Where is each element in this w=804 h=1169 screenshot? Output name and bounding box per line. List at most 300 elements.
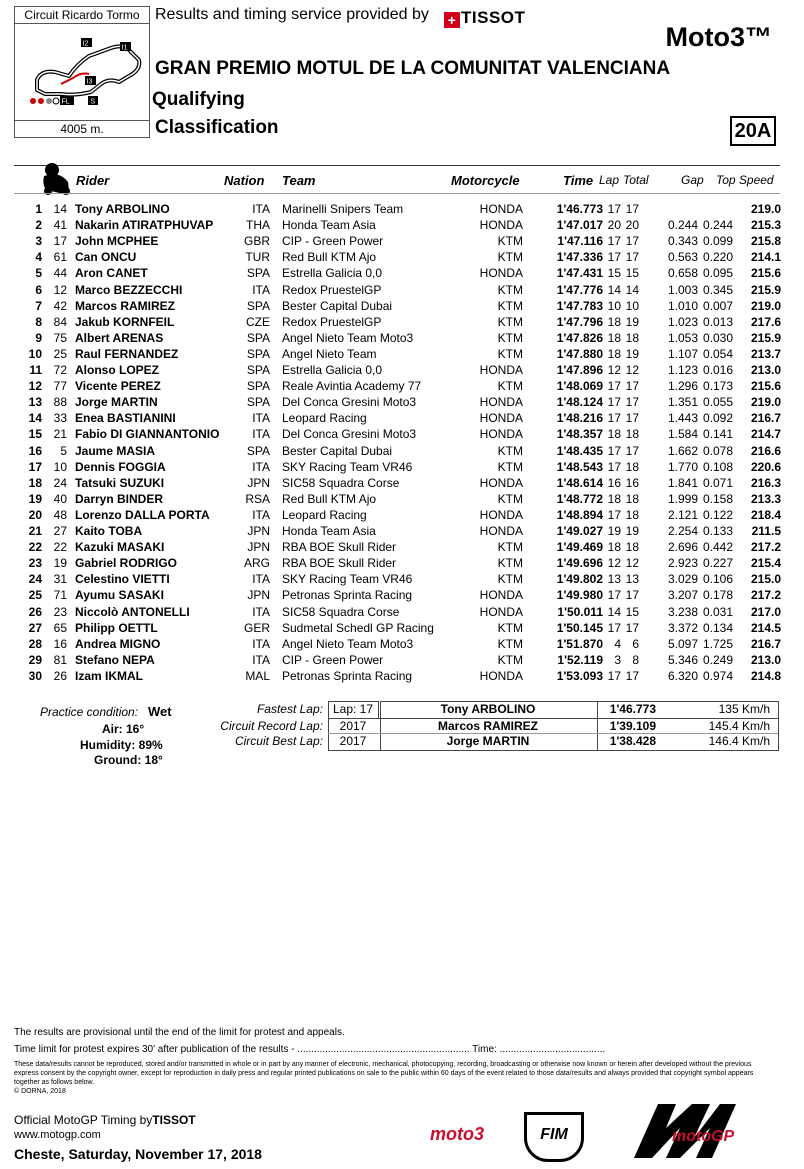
record-col1: 2017 [339,719,367,733]
cell-lap: 17 [607,588,621,603]
cell-nat: JPN [247,540,270,555]
cell-moto: KTM [497,346,523,361]
cell-team: Honda Team Asia [282,524,376,538]
cell-nat: JPN [247,524,270,538]
table-row [0,491,804,507]
cell-lap: 17 [607,620,621,635]
cell-team: Honda Team Asia [282,218,376,233]
cell-gap: 2.923 [667,556,698,571]
cell-gap: 1.053 [667,330,698,345]
cell-gap: 1.010 [667,298,698,313]
cell-pos: 17 [28,459,42,474]
cell-gap: 2.254 [667,524,698,538]
table-row [0,426,804,442]
cell-time: 1'48.894 [556,507,603,522]
table-row [0,298,804,314]
cell-tot: 13 [625,572,639,587]
table-row [0,523,804,539]
copyright-notice: These data/results cannot be reproduced, stored and/or transmitted in whole or in part by any manner of electronic, mechanical, photocopying, recording, broadcasting or otherwise now known or herein after developed without the previous express consent by the copyright owner, except for reproduction in daily press and regular printed publications on sale to the public within 60 days of the event related to those data/results and always provided that copyright symbol appears together as follows below. [14,1061,754,1086]
cell-rider: Celestino VIETTI [75,572,170,587]
cell-nat: ITA [252,202,270,216]
cell-lap: 12 [607,363,621,377]
cell-rider: Dennis FOGGIA [75,459,166,474]
provisional-notice: The results are provisional until the end of the limit for protest and appeals. [14,1027,345,1038]
place-and-date: Cheste, Saturday, November 17, 2018 [14,1146,262,1162]
cell-tot: 18 [625,330,639,345]
cell-time: 1'48.772 [556,491,603,506]
cell-tot: 19 [625,314,639,329]
cell-num: 72 [53,363,67,377]
map-label-fl: FL [61,98,70,106]
table-row [0,282,804,298]
column-header-nation: Nation [224,173,265,188]
cell-num: 5 [60,443,67,458]
cell-rider: Enea BASTIANINI [75,411,176,426]
cell-diff: 0.106 [702,572,733,587]
cell-nat: JPN [247,588,270,603]
column-header-time: Time [563,173,594,188]
cell-num: 71 [53,588,67,603]
cell-gap: 0.244 [667,218,698,233]
cell-tot: 17 [625,668,639,683]
cell-diff: 1.725 [702,636,733,651]
cell-moto: KTM [497,572,523,587]
table-row [0,378,804,394]
cell-moto: HONDA [479,427,523,442]
record-rider: Jorge MARTIN [446,734,530,748]
cell-time: 1'51.870 [556,636,603,651]
table-row [0,265,804,281]
record-label: Circuit Record Lap: [220,719,323,733]
cell-num: 44 [53,266,67,281]
cell-nat: SPA [246,298,270,313]
table-row [0,604,804,620]
circuit-map-icon [15,24,149,120]
circuit-name: Circuit Ricardo Tormo [14,6,150,24]
cell-time: 1'48.614 [556,475,603,490]
cell-pos: 27 [28,620,42,635]
cell-tot: 18 [625,427,639,442]
cell-lap: 15 [607,266,621,281]
cell-moto: HONDA [479,411,523,426]
cell-diff: 0.133 [702,524,733,538]
cell-moto: KTM [497,298,523,313]
rider-helmet-icon [38,160,72,201]
cell-team: Estrella Galicia 0,0 [282,363,383,377]
cell-time: 1'47.880 [556,346,603,361]
cell-nat: GBR [243,234,270,249]
column-header-team: Team [282,173,316,188]
cell-num: 42 [53,298,67,313]
dorna-copyright: © DORNA, 2018 [14,1088,66,1095]
table-row [0,636,804,652]
table-row [0,459,804,475]
record-rider: Marcos RAMIREZ [437,719,538,733]
cell-pos: 1 [35,202,42,216]
cell-spd: 215.6 [750,379,781,394]
cell-team: Red Bull KTM Ajo [282,250,377,265]
cell-rider: Stefano NEPA [75,652,155,667]
cell-nat: ARG [243,556,270,571]
protest-notice: Time limit for protest expires 30' after publication of the results - .............................................................. Time: ...................................... [14,1044,606,1055]
cell-num: 81 [53,652,67,667]
cell-pos: 9 [35,330,42,345]
cell-diff: 0.158 [702,491,733,506]
cell-time: 1'49.027 [556,524,603,538]
cell-team: Red Bull KTM Ajo [282,491,377,506]
cell-num: 40 [53,491,67,506]
cell-nat: ITA [252,282,270,297]
cell-num: 24 [53,475,67,490]
cell-pos: 19 [28,491,42,506]
cell-nat: JPN [247,475,270,490]
table-row [0,362,804,378]
cell-time: 1'49.802 [556,572,603,587]
cell-rider: Vicente PEREZ [75,379,161,394]
cell-team: CIP - Green Power [282,652,384,667]
cell-team: Reale Avintia Academy 77 [282,379,422,394]
cell-rider: Tony ARBOLINO [75,202,170,216]
cell-gap: 3.238 [667,604,698,619]
cell-gap: 1.662 [667,443,698,458]
cell-rider: Marcos RAMIREZ [75,298,176,313]
cell-pos: 26 [28,604,42,619]
cell-tot: 18 [625,459,639,474]
cell-tot: 12 [625,363,639,377]
cell-rider: Aron CANET [75,266,148,281]
cell-moto: HONDA [479,588,523,603]
cell-time: 1'50.011 [557,604,603,619]
cell-rider: Jakub KORNFEIL [75,314,175,329]
cell-diff: 0.244 [702,218,733,233]
cell-team: Leopard Racing [282,411,367,426]
cell-diff: 0.055 [702,395,733,410]
cell-rider: Alonso LOPEZ [75,363,159,377]
cell-lap: 17 [607,395,621,410]
cell-rider: Lorenzo DALLA PORTA [75,507,210,522]
column-header-rider: Rider [76,173,110,188]
cell-moto: HONDA [479,218,523,233]
cell-rider: Darryn BINDER [75,491,164,506]
official-timing [14,1113,196,1127]
cell-lap: 17 [607,202,621,216]
table-row [0,201,804,217]
cell-num: 41 [53,218,67,233]
cell-num: 14 [53,202,67,216]
cell-team: Petronas Sprinta Racing [282,588,413,603]
cell-lap: 13 [607,572,621,587]
cell-diff: 0.249 [702,652,733,667]
cell-spd: 215.0 [750,572,781,587]
cell-lap: 17 [607,443,621,458]
cell-diff: 0.141 [702,427,733,442]
cell-lap: 10 [607,298,621,313]
cell-moto: HONDA [479,363,523,377]
cell-moto: KTM [497,314,523,329]
cell-gap: 0.563 [667,250,698,265]
cell-moto: KTM [497,636,523,651]
cell-time: 1'47.776 [556,282,603,297]
cell-team: SKY Racing Team VR46 [282,459,413,474]
cell-tot: 19 [625,346,639,361]
table-row [0,217,804,233]
cell-tot: 14 [625,282,639,297]
cell-lap: 14 [607,282,621,297]
cell-rider: Albert ARENAS [75,330,164,345]
cell-spd: 216.7 [750,636,781,651]
cell-lap: 17 [607,459,621,474]
cell-gap: 6.320 [667,668,698,683]
cell-num: 21 [53,427,67,442]
cell-num: 48 [53,507,67,522]
cell-spd: 211.5 [751,524,781,538]
cell-rider: Jorge MARTIN [75,395,158,410]
moto3-logo: moto3 [430,1124,484,1144]
cell-nat: CZE [246,314,270,329]
record-speed: 146.4 Km/h [708,734,770,748]
cell-time: 1'47.017 [556,218,603,233]
table-row [0,587,804,603]
cell-spd: 213.0 [750,363,781,377]
cell-pos: 11 [29,363,42,377]
cell-pos: 18 [28,475,42,490]
cell-nat: ITA [252,636,270,651]
cell-nat: SPA [246,395,270,410]
cell-spd: 214.5 [750,620,781,635]
tissot-logo [444,8,525,28]
cell-team: Marinelli Snipers Team [282,202,404,216]
cell-spd: 213.0 [750,652,781,667]
cell-rider: Ayumu SASAKI [75,588,164,603]
cell-num: 22 [53,540,67,555]
cell-team: SIC58 Squadra Corse [282,604,400,619]
cell-nat: SPA [246,330,270,345]
cell-time: 1'52.119 [557,652,603,667]
cell-time: 1'53.093 [556,668,603,683]
cell-team: Leopard Racing [282,507,367,522]
record-col1: 2017 [339,734,367,748]
cell-nat: SPA [246,346,270,361]
cell-spd: 214.7 [750,427,781,442]
cell-rider: Niccolò ANTONELLI [75,604,190,619]
cell-team: Sudmetal Schedl GP Racing [282,620,434,635]
cell-pos: 8 [35,314,42,329]
cell-lap: 18 [607,314,621,329]
cell-time: 1'48.435 [556,443,603,458]
cell-moto: HONDA [479,475,523,490]
cell-lap: 17 [607,234,621,249]
cell-nat: ITA [252,427,270,442]
cell-team: RBA BOE Skull Rider [282,540,397,555]
cell-lap: 18 [607,540,621,555]
cell-team: Del Conca Gresini Moto3 [282,395,417,410]
cell-team: Petronas Sprinta Racing [282,668,413,683]
cell-lap: 17 [607,411,621,426]
cell-nat: ITA [252,459,270,474]
cell-lap: 16 [607,475,621,490]
cell-tot: 17 [625,620,639,635]
cell-tot: 8 [632,652,639,667]
cell-nat: SPA [246,443,270,458]
cell-spd: 213.7 [750,346,781,361]
cell-rider: Fabio DI GIANNANTONIO [75,427,220,442]
table-row [0,249,804,265]
cell-gap: 1.003 [667,282,698,297]
column-header-total: Total [623,173,649,187]
cell-rider: Tatsuki SUZUKI [75,475,165,490]
table-row [0,314,804,330]
column-header-motorcycle: Motorcycle [451,173,520,188]
document-type: Classification [155,117,279,138]
cell-diff: 0.178 [702,588,733,603]
cell-diff: 0.007 [702,298,733,313]
cell-time: 1'47.336 [556,250,603,265]
cell-rider: Gabriel RODRIGO [75,556,178,571]
practice-condition-label: Practice condition: [40,705,139,719]
cell-team: Bester Capital Dubai [282,443,393,458]
ground-temperature: Ground: 18° [94,753,163,767]
cell-num: 12 [53,282,67,297]
cell-num: 19 [53,556,67,571]
cell-rider: Andrea MIGNO [75,636,161,651]
cell-time: 1'48.216 [556,411,603,426]
cell-num: 33 [53,411,67,426]
cell-time: 1'48.124 [556,395,603,410]
cell-pos: 25 [28,588,42,603]
cell-gap: 2.121 [667,507,698,522]
cell-num: 84 [53,314,67,329]
cell-lap: 20 [607,218,621,233]
cell-num: 23 [53,604,67,619]
cell-team: Del Conca Gresini Moto3 [282,427,417,442]
record-label: Circuit Best Lap: [234,734,323,748]
cell-spd: 217.2 [750,540,781,555]
cell-gap: 3.029 [667,572,698,587]
cell-diff: 0.030 [702,330,733,345]
cell-pos: 13 [28,395,42,410]
cell-lap: 18 [607,491,621,506]
record-speed: 145.4 Km/h [708,719,770,733]
cell-moto: HONDA [479,395,523,410]
cell-num: 10 [53,459,67,474]
cell-nat: GER [243,620,270,635]
cell-diff: 0.071 [702,475,733,490]
circuit-map [14,23,150,121]
cell-time: 1'47.431 [556,266,603,281]
cell-tot: 18 [625,540,639,555]
cell-moto: KTM [497,652,523,667]
cell-tot: 20 [625,218,639,233]
cell-num: 65 [53,620,67,635]
cell-rider: Kazuki MASAKI [75,540,165,555]
cell-pos: 7 [35,298,42,313]
cell-moto: HONDA [479,507,523,522]
cell-pos: 12 [28,379,42,394]
cell-team: Angel Nieto Team Moto3 [282,330,414,345]
cell-tot: 6 [632,636,639,651]
cell-spd: 215.8 [750,234,781,249]
cell-time: 1'47.826 [556,330,603,345]
cell-moto: KTM [497,234,523,249]
cell-team: Redox PruestelGP [282,314,382,329]
cell-gap: 3.207 [667,588,698,603]
column-header-top-speed: Top Speed [716,173,774,187]
cell-pos: 5 [35,266,42,281]
cell-moto: HONDA [479,524,523,538]
cell-pos: 20 [28,507,42,522]
cell-pos: 3 [35,234,42,249]
cell-num: 16 [53,636,67,651]
cell-num: 25 [53,346,67,361]
table-row [0,507,804,523]
table-row [0,571,804,587]
cell-rider: Marco BEZZECCHI [75,282,183,297]
cell-tot: 18 [625,491,639,506]
cell-tot: 16 [625,475,639,490]
table-row [0,555,804,571]
cell-tot: 15 [625,604,639,619]
cell-moto: KTM [497,443,523,458]
column-header-gap: Gap [681,173,704,187]
cell-team: Angel Nieto Team Moto3 [282,636,414,651]
cell-time: 1'50.145 [556,620,603,635]
cell-spd: 220.6 [750,459,781,474]
cell-spd: 219.0 [750,202,781,216]
cell-diff: 0.134 [702,620,733,635]
cell-team: Estrella Galicia 0,0 [282,266,383,281]
tissot-logo-text: TISSOT [461,8,526,27]
cell-moto: KTM [497,491,523,506]
cell-team: SKY Racing Team VR46 [282,572,413,587]
cell-spd: 216.6 [750,443,781,458]
table-row [0,475,804,491]
cell-nat: ITA [252,507,270,522]
cell-num: 31 [53,572,67,587]
table-row [0,652,804,668]
cell-lap: 3 [614,652,621,667]
practice-condition-value: Wet [148,704,172,719]
cell-spd: 219.0 [750,395,781,410]
table-row [0,346,804,362]
cell-pos: 22 [28,540,42,555]
cell-lap: 17 [607,668,621,683]
cell-nat: SPA [246,379,270,394]
record-col1: Lap: 17 [332,702,374,716]
cell-time: 1'49.696 [556,556,603,571]
cell-gap: 1.841 [667,475,698,490]
cell-spd: 213.3 [750,491,781,506]
cell-lap: 17 [607,379,621,394]
record-time: 1'38.428 [609,734,656,748]
humidity: Humidity: 89% [80,738,163,752]
cell-num: 17 [53,234,67,249]
cell-team: Angel Nieto Team [282,346,377,361]
cell-diff: 0.122 [702,507,733,522]
table-row [0,539,804,555]
cell-tot: 17 [625,202,639,216]
website-link[interactable]: www.motogp.com [14,1129,101,1141]
cell-nat: SPA [246,363,270,377]
cell-spd: 216.3 [750,475,781,490]
cell-gap: 1.123 [667,363,698,377]
cell-lap: 18 [607,346,621,361]
record-time: 1'39.109 [609,719,656,733]
cell-diff: 0.345 [702,282,733,297]
cell-moto: KTM [497,330,523,345]
cell-spd: 217.2 [750,588,781,603]
cell-lap: 18 [607,427,621,442]
cell-nat: SPA [246,266,270,281]
